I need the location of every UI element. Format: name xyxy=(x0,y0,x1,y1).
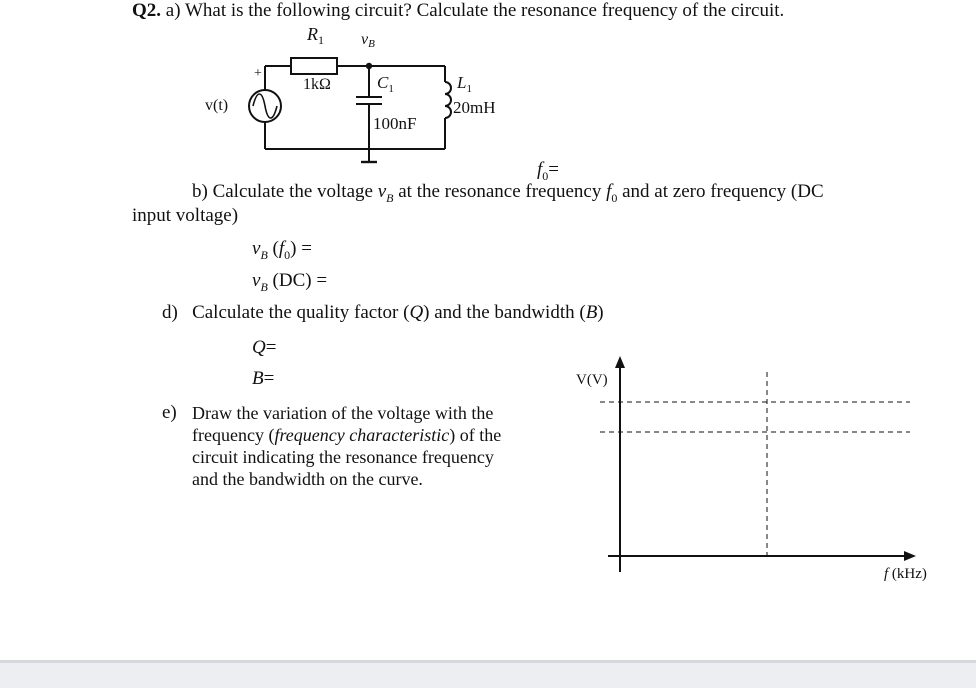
question-2b-line2: input voltage) xyxy=(132,205,239,226)
vb-f0-answer: $v_B$ $(f_0)$ = xyxy=(252,238,312,262)
l1-value: 20mH xyxy=(453,98,496,117)
question-2a-text: a) What is the following circuit? Calculate the resonance frequency of the circuit. xyxy=(161,0,785,21)
x-axis-label: f (kHz) xyxy=(884,566,927,582)
x-axis-arrow-icon xyxy=(904,551,916,561)
y-axis-arrow-icon xyxy=(615,356,625,368)
q-answer: Q= xyxy=(252,337,277,358)
vb-node-label: vB xyxy=(361,31,375,50)
l1-label: $L_1$ xyxy=(457,73,472,95)
question-number: Q2. xyxy=(132,0,162,21)
y-axis-label: V(V) xyxy=(576,372,608,388)
inductor-l1 xyxy=(445,82,451,118)
question-2d: d) Calculate the quality factor (Q) and the bandwidth (B) xyxy=(162,302,604,323)
c1-value: 100nF xyxy=(373,114,417,133)
r1-label: $R_1$ xyxy=(307,24,324,47)
frequency-characteristic-graph xyxy=(570,352,950,584)
source-label: v(t) xyxy=(205,97,229,114)
question-2a xyxy=(132,0,784,22)
vb-dc-answer: $v_B$ (DC) = xyxy=(252,270,328,294)
resistor-r1 xyxy=(291,58,337,74)
r1-value: 1kΩ xyxy=(303,76,331,93)
rlc-circuit-diagram xyxy=(195,22,525,170)
question-2e-text: Draw the variation of the voltage with the frequency (frequency characteristic) of the circuit indicating the resonance frequency and the bandwidth on the curve. xyxy=(192,403,502,489)
viewer-bottom-bar xyxy=(0,660,976,688)
f0-answer-line: $f_0=$ xyxy=(537,159,559,183)
question-2e-label: e) xyxy=(162,402,177,423)
source-plus-sign: + xyxy=(254,66,262,81)
question-2b: b) Calculate the voltage $v_B$ at the resonance frequency $f_0$ and at zero frequency (DC xyxy=(192,181,824,205)
b-answer: B= xyxy=(252,368,275,389)
c1-label: $C_1$ xyxy=(377,73,394,95)
